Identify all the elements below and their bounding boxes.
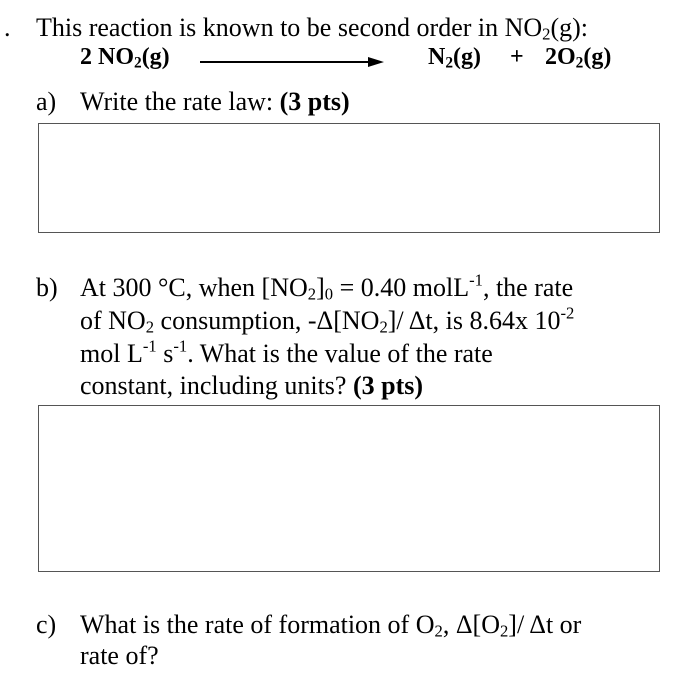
reactant: 2 $NO_2(g)$ <box>80 44 170 72</box>
part-b-line-4: constant, including units? (3 pts) <box>80 371 424 400</box>
answer-box-b[interactable] <box>38 405 660 572</box>
answer-box-a[interactable] <box>38 123 660 233</box>
part-b-line-1: At 300 °C, when $[NO_2]_0 = 0.40$ molL$^{-1}$, the rate <box>80 270 574 304</box>
plus-sign: + <box>510 44 524 70</box>
part-a-label: a) <box>36 87 57 116</box>
part-b-line-3: mol $L^{-1}$ $s^{-1}$. What is the value of the rate <box>80 336 493 368</box>
question-marker: . <box>4 13 11 42</box>
part-b-line-2: of $NO_2$ consumption, $-\Delta[NO_2]/$ Δt, is 8.64x $10^{-2}$ <box>80 303 575 337</box>
product-n2: $N_2(g)$ <box>428 44 482 72</box>
reaction-arrow <box>200 54 385 70</box>
part-c-line-2: rate of? <box>80 641 159 670</box>
part-c-line-1: What is the rate of formation of $O_2$, $\Delta[O_2]/$ Δt or <box>80 610 582 641</box>
question-intro: This reaction is known to be second order in $NO_2(g)$: <box>36 13 589 44</box>
part-b-label: b) <box>36 273 58 302</box>
part-a-prompt: Write the rate law: (3 pts) <box>80 87 350 116</box>
part-c-label: c) <box>36 610 57 639</box>
product-o2: $2O_2(g)$ <box>545 44 612 72</box>
